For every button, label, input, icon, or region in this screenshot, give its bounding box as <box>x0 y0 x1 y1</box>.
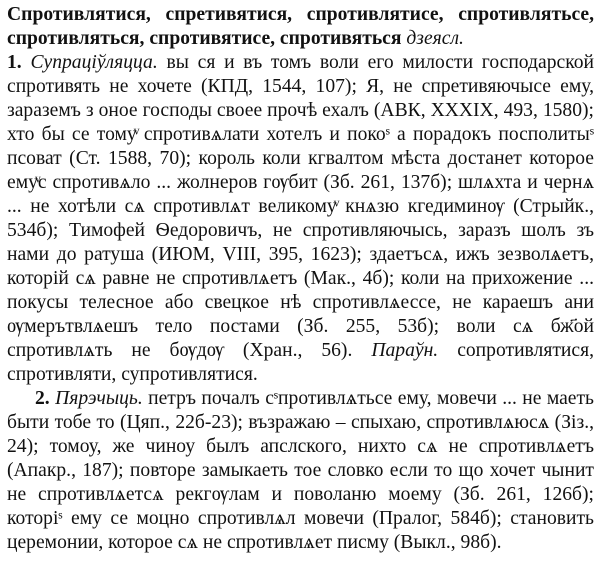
headword: Спротивлятися, спретивятися, спротивлятисе, спротивлятьсе, спротивляться, спротивятисе, спротивяться <box>7 4 594 49</box>
sense-gloss-2: Пярэчыць. <box>55 388 143 409</box>
dictionary-entry-sense-2 <box>7 387 594 555</box>
sense-number-1: 1. <box>7 52 22 73</box>
sense-gloss-1: Супраціўляцца. <box>30 52 158 73</box>
dictionary-entry-sense-1 <box>7 3 594 387</box>
sense-number-2: 2. <box>35 388 50 409</box>
region-label: дзеясл. <box>406 28 464 49</box>
cross-reference-label: Параўн. <box>371 340 439 361</box>
sense-citations-1: вы ся и въ томъ воли его милости господарской спротивять не хочете (КПД, 1544, 107); Я, не спретивяючысе ему, зараземъ з оное господы своее прочѣ ехалъ (АВК, XXXIX, 493, 1580); хто бы се томуͮ спротивѧлати хотелъ и покоˢ а порадокъ посполитыˢ псоват (Ст. 1588, 70); король коли кгвалтом мѣста достанет которое емуͮс спротивѧло ... жолнеров гѹбит (Зб. 261, 137б); шлѧхта и чернѧ ... не хотѣли сѧ спротивлѧт великомуͮ кнѧзю кгедиминѹ (Стрыйк., 534б); Тимофей Ѳедоровичъ, не спротивляючысь, заразъ шолъ зъ нами до ратуша (ИЮМ, VIII, 395, 1623); здаетъсѧ, ижъ зезволѧетъ, которій сѧ равне не спротивлѧетъ (Мак., 4б); коли на прихожение ... покусы телесное або свецкое нѣ спротивлѧессе, не караешъ ани ѹмерътвлѧешъ тело постами (Зб. 255, 53б); воли сѧ бж҃ой спротивлѧть не бѹдѹ (Хран., 56). <box>7 52 595 361</box>
sense-citations-2: петръ почалъ сˢпротивлѧтьсе ему, мовечи ... не маеть быти тобе то (Цяп., 22б-23); възражаю – спыхаю, спротивлѧюсѧ (Зіз., 24); томоу, же чиноу былъ апслского, нихто сѧ не спротивлѧетъ (Апакр., 187); повторе замыкаеть тое словко если то що хочет чынит не спротивлѧетсѧ рекгѹлам и поволаню моему (Зб. 261, 126б); которіˢ ему се моцно спротивлѧл мовечи (Пралог, 584б); становить церемонии, которое сѧ не спротивлѧет писму (Выкл., 98б). <box>7 388 594 553</box>
cross-reference-words: сопротивлятися, спротивляти, супротивлятися. <box>7 340 594 385</box>
